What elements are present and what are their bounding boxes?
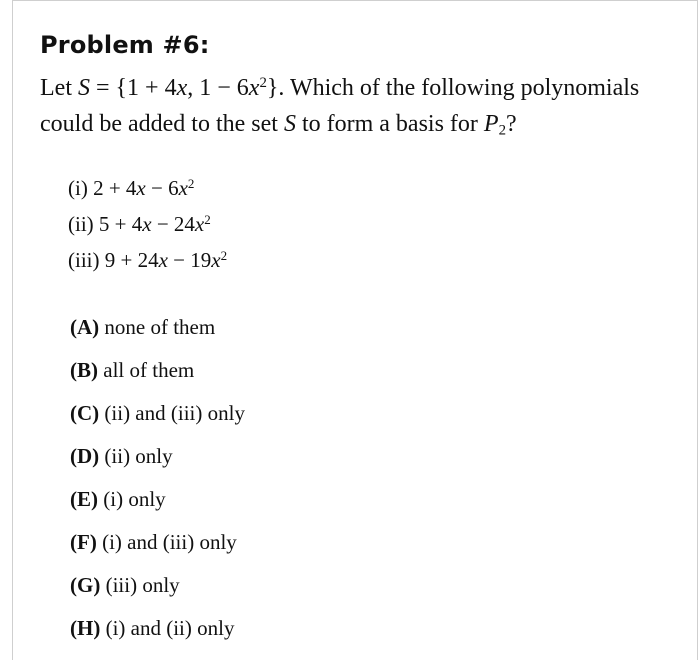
variable-x: x bbox=[248, 75, 260, 101]
item-label: (ii) bbox=[68, 212, 94, 236]
variable-x: x bbox=[142, 212, 152, 236]
set-symbol: S bbox=[283, 111, 296, 137]
choice-letter: (B) bbox=[70, 358, 98, 382]
choice-letter: (H) bbox=[70, 616, 101, 640]
variable-x: x bbox=[158, 248, 168, 272]
variable-x: x bbox=[176, 75, 188, 101]
choice-text: (i) and (iii) only bbox=[102, 530, 237, 554]
choice-f[interactable] bbox=[70, 524, 245, 567]
exponent: 2 bbox=[220, 247, 228, 263]
choice-c[interactable] bbox=[70, 395, 245, 438]
statement-part: }. Which of the following polynomials could be added to the set bbox=[40, 75, 640, 137]
exponent: 2 bbox=[204, 211, 211, 227]
exponent: 2 bbox=[259, 74, 267, 91]
polynomial-part: − 24 bbox=[151, 212, 195, 236]
polynomial-part: 5 + 4 bbox=[98, 212, 143, 236]
statement-part: Let bbox=[40, 75, 78, 101]
choice-letter: (F) bbox=[70, 530, 97, 554]
choice-b[interactable] bbox=[70, 352, 245, 395]
choice-g[interactable] bbox=[70, 567, 245, 610]
choice-letter: (E) bbox=[70, 487, 98, 511]
polynomial-item bbox=[68, 170, 227, 206]
variable-x: x bbox=[194, 212, 205, 236]
choice-text: (ii) and (iii) only bbox=[104, 401, 245, 425]
item-label: (iii) bbox=[68, 248, 100, 272]
polynomial-part: − 19 bbox=[167, 248, 212, 272]
choice-letter: (A) bbox=[70, 315, 100, 339]
statement-part: = {1 + 4 bbox=[89, 75, 177, 101]
choice-text: (iii) only bbox=[105, 573, 180, 597]
choice-letter: (D) bbox=[70, 444, 100, 468]
choice-text: (i) and (ii) only bbox=[105, 616, 235, 640]
choice-text: all of them bbox=[103, 358, 195, 382]
item-label: (i) bbox=[68, 176, 88, 200]
polynomial-part: − 6 bbox=[145, 176, 179, 200]
choice-a[interactable] bbox=[70, 309, 245, 352]
choice-letter: (C) bbox=[70, 401, 100, 425]
choice-letter: (G) bbox=[70, 573, 101, 597]
polynomial-list bbox=[68, 170, 227, 278]
polynomial-part: 9 + 24 bbox=[104, 248, 159, 272]
choice-h[interactable] bbox=[70, 610, 245, 653]
choice-d[interactable] bbox=[70, 438, 245, 481]
polynomial-item bbox=[68, 206, 227, 242]
space-subscript: 2 bbox=[498, 122, 507, 139]
choice-e[interactable] bbox=[70, 481, 245, 524]
variable-x: x bbox=[136, 176, 146, 200]
exponent: 2 bbox=[187, 175, 195, 191]
statement-part: ? bbox=[506, 111, 517, 137]
polynomial-item bbox=[68, 242, 227, 278]
statement-part: to form a basis for bbox=[295, 111, 484, 137]
problem-statement bbox=[40, 70, 686, 142]
polynomial-part: 2 + 4 bbox=[93, 176, 137, 200]
choice-text: none of them bbox=[104, 315, 216, 339]
choice-text: (i) only bbox=[103, 487, 166, 511]
set-symbol: S bbox=[77, 75, 90, 101]
statement-part: , 1 − 6 bbox=[187, 75, 249, 101]
variable-x: x bbox=[211, 248, 221, 272]
problem-title: Problem #6: bbox=[40, 31, 210, 59]
answer-choices bbox=[70, 309, 245, 653]
space-symbol: P bbox=[483, 111, 499, 137]
variable-x: x bbox=[178, 176, 188, 200]
choice-text: (ii) only bbox=[104, 444, 173, 468]
